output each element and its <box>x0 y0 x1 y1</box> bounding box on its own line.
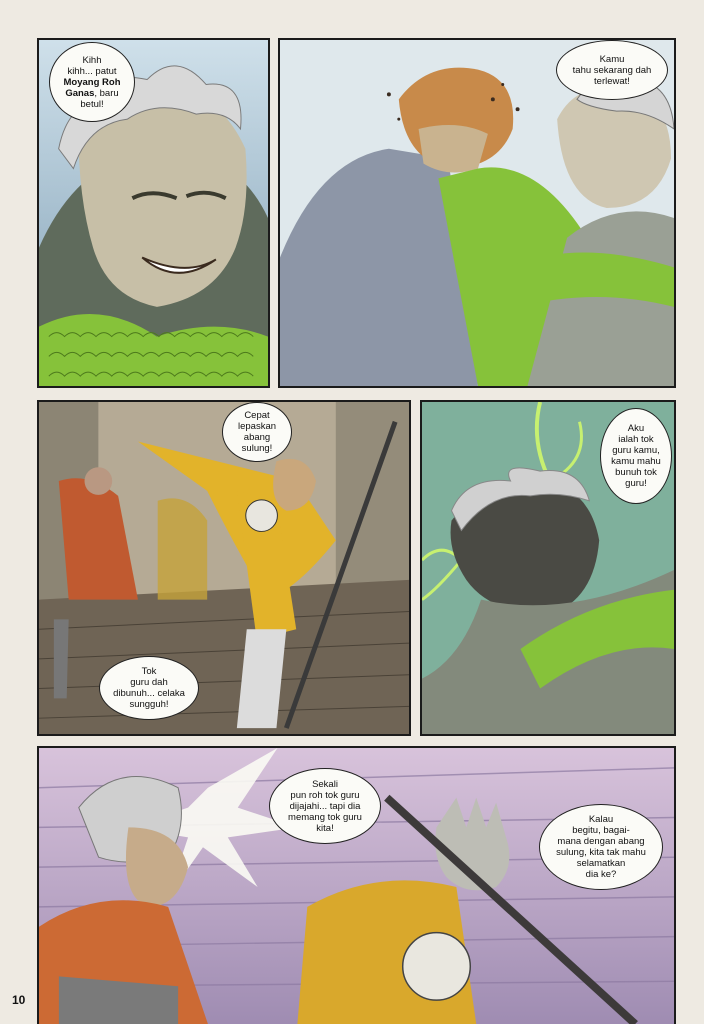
panel-3 <box>37 400 411 736</box>
panel-2 <box>278 38 676 388</box>
speech-bubble: Sekali pun roh tok guru dijajahi... tapi dia memang tok guru kita! <box>269 768 381 844</box>
panel-1 <box>37 38 270 388</box>
page-number: 10 <box>12 993 26 1007</box>
speech-bubble: Kihh kihh... patut Moyang Roh Ganas, baru betul! <box>49 42 135 122</box>
speech-bubble: Kamu tahu sekarang dah terlewat! <box>556 40 668 100</box>
speech-bubble: Aku ialah tok guru kamu, kamu mahu bunuh tok guru! <box>600 408 672 504</box>
panel-4 <box>420 400 676 736</box>
speech-bubble: Cepat lepaskan abang sulung! <box>222 402 292 462</box>
speech-bubble: Kalau begitu, bagai- mana dengan abang sulung, kita tak mahu selamatkan dia ke? <box>539 804 663 890</box>
panel-5 <box>37 746 676 1024</box>
speech-bubble: Tok guru dah dibunuh... celaka sungguh! <box>99 656 199 720</box>
panel-3-art <box>39 402 409 734</box>
